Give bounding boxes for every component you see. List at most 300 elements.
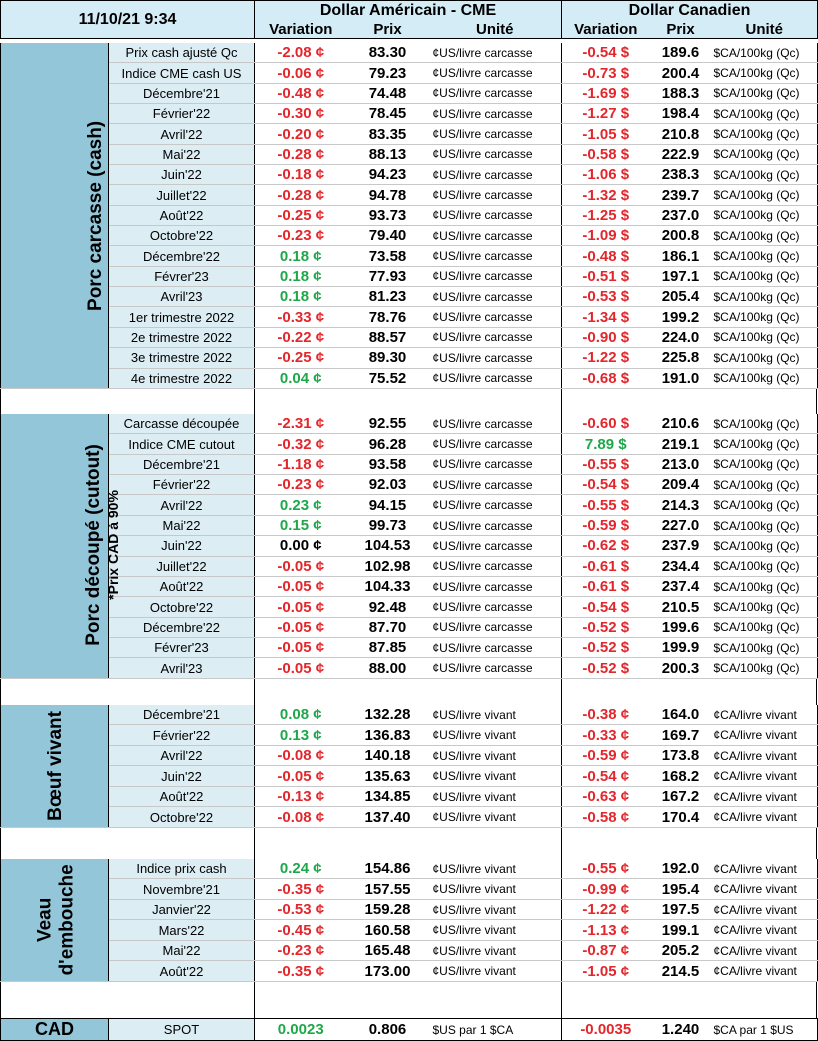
ca-variation: -0.61 $ (562, 576, 650, 596)
table-row (1, 576, 818, 596)
table-row (1, 144, 818, 164)
table-row (1, 266, 818, 286)
ca-unit: $CA/100kg (Qc) (712, 495, 818, 515)
ca-variation: -0.55 ¢ (562, 859, 650, 879)
table-row (1, 786, 818, 806)
ca-variation: -1.05 ¢ (562, 961, 650, 982)
us-price: 87.85 (347, 638, 429, 658)
us-variation: -0.13 ¢ (255, 786, 347, 806)
table-row (1, 940, 818, 960)
ca-unit: $CA/100kg (Qc) (712, 576, 818, 596)
table-row (1, 43, 818, 63)
table-row (1, 124, 818, 144)
us-variation: -0.45 ¢ (255, 920, 347, 940)
us-price: 92.48 (347, 597, 429, 617)
row-label: Mars'22 (109, 920, 255, 940)
ca-variation: -0.90 $ (562, 327, 650, 347)
table-row (1, 658, 818, 678)
section-gap (0, 679, 817, 705)
ca-variation: -0.99 ¢ (562, 879, 650, 899)
table-row (1, 807, 818, 828)
ca-price: 191.0 (650, 368, 712, 389)
section-table (0, 859, 818, 982)
ca-unit: ¢CA/livre vivant (712, 745, 818, 765)
us-unit: ¢US/livre carcasse (429, 205, 562, 225)
us-price: 75.52 (347, 368, 429, 389)
ca-variation: -1.34 $ (562, 307, 650, 327)
us-price: 92.55 (347, 414, 429, 434)
us-dollar-title: Dollar Américain - CME (255, 1, 562, 21)
us-variation: -0.05 ¢ (255, 597, 347, 617)
row-label: Mai'22 (109, 144, 255, 164)
ca-variation: -0.59 ¢ (562, 745, 650, 765)
ca-unit: $CA/100kg (Qc) (712, 638, 818, 658)
cad-ca-price: 1.240 (650, 1019, 712, 1041)
cad-ca-variation: -0.0035 (562, 1019, 650, 1041)
ca-variation: -0.59 $ (562, 515, 650, 535)
table-row (1, 246, 818, 266)
us-variation: 0.08 ¢ (255, 705, 347, 725)
row-label: Indice CME cash US (109, 63, 255, 83)
us-variation: -0.22 ¢ (255, 327, 347, 347)
us-unit: ¢US/livre vivant (429, 725, 562, 745)
ca-variation: -0.55 $ (562, 454, 650, 474)
row-label: 3e trimestre 2022 (109, 348, 255, 368)
ca-price: 173.8 (650, 745, 712, 765)
us-unit: ¢US/livre vivant (429, 766, 562, 786)
row-label: Août'22 (109, 576, 255, 596)
us-unit: ¢US/livre carcasse (429, 124, 562, 144)
us-variation: 0.18 ¢ (255, 266, 347, 286)
ca-price: 186.1 (650, 246, 712, 266)
us-variation: -0.06 ¢ (255, 63, 347, 83)
us-variation: -0.23 ¢ (255, 940, 347, 960)
us-variation: 0.18 ¢ (255, 287, 347, 307)
us-variation: -1.18 ¢ (255, 454, 347, 474)
us-price: 74.48 (347, 83, 429, 103)
ca-price: 210.5 (650, 597, 712, 617)
us-price: 79.23 (347, 63, 429, 83)
us-unit: ¢US/livre vivant (429, 786, 562, 806)
table-row (1, 287, 818, 307)
table-row (1, 859, 818, 879)
ca-price: 213.0 (650, 454, 712, 474)
us-price: 81.23 (347, 287, 429, 307)
us-variation: -0.30 ¢ (255, 104, 347, 124)
us-variation: -2.31 ¢ (255, 414, 347, 434)
ca-unit: ¢CA/livre vivant (712, 786, 818, 806)
table-row (1, 766, 818, 786)
ca-variation: -0.54 $ (562, 43, 650, 63)
us-unit: ¢US/livre carcasse (429, 556, 562, 576)
ca-price: 237.9 (650, 536, 712, 556)
us-unit: ¢US/livre carcasse (429, 368, 562, 389)
ca-price: 209.4 (650, 475, 712, 495)
ca-unit: $CA/100kg (Qc) (712, 104, 818, 124)
table-row (1, 348, 818, 368)
ca-variation: -0.62 $ (562, 536, 650, 556)
us-price: 165.48 (347, 940, 429, 960)
row-label: 1er trimestre 2022 (109, 307, 255, 327)
ca-variation: -0.68 $ (562, 368, 650, 389)
ca-unit: $CA/100kg (Qc) (712, 226, 818, 246)
section-title-text: Bœuf vivant (44, 711, 66, 821)
us-variation: -0.28 ¢ (255, 144, 347, 164)
table-row (1, 104, 818, 124)
us-unit: ¢US/livre carcasse (429, 515, 562, 535)
ca-price: 164.0 (650, 705, 712, 725)
us-price: 87.70 (347, 617, 429, 637)
table-row (1, 899, 818, 919)
datetime: 11/10/21 9:34 (1, 1, 255, 39)
ca-unit: $CA/100kg (Qc) (712, 454, 818, 474)
ca-price: 197.1 (650, 266, 712, 286)
ca-price: 210.6 (650, 414, 712, 434)
us-price: 104.53 (347, 536, 429, 556)
table-row (1, 515, 818, 535)
section-title-text: Porc découpé (cutout) (82, 444, 104, 646)
section-gap (0, 828, 817, 859)
us-variation: -0.05 ¢ (255, 576, 347, 596)
ca-price: 170.4 (650, 807, 712, 828)
ca-unit: ¢CA/livre vivant (712, 705, 818, 725)
us-variation: -0.05 ¢ (255, 658, 347, 678)
section-title-text: Porc carcasse (cash) (85, 120, 107, 311)
table-row (1, 307, 818, 327)
cad-table (0, 1018, 818, 1041)
row-label: Août'22 (109, 961, 255, 982)
ca-variation: -1.22 $ (562, 348, 650, 368)
ca-unit: ¢CA/livre vivant (712, 879, 818, 899)
ca-unit: $CA/100kg (Qc) (712, 475, 818, 495)
us-variation: -0.05 ¢ (255, 638, 347, 658)
us-price: 94.23 (347, 165, 429, 185)
ca-price: 210.8 (650, 124, 712, 144)
us-variation: -0.48 ¢ (255, 83, 347, 103)
ca-variation: -0.53 $ (562, 287, 650, 307)
row-label: Octobre'22 (109, 807, 255, 828)
cad-spot-label: SPOT (109, 1019, 255, 1041)
us-price: 93.58 (347, 454, 429, 474)
row-label: Juillet'22 (109, 185, 255, 205)
us-price: 78.76 (347, 307, 429, 327)
us-unit: ¢US/livre carcasse (429, 104, 562, 124)
us-price: 140.18 (347, 745, 429, 765)
ca-price: 205.4 (650, 287, 712, 307)
us-price: 136.83 (347, 725, 429, 745)
ca-unit: ¢CA/livre vivant (712, 766, 818, 786)
ca-variation: -1.25 $ (562, 205, 650, 225)
ca-variation: 7.89 $ (562, 434, 650, 454)
ca-price: 225.8 (650, 348, 712, 368)
ca-variation: -0.73 $ (562, 63, 650, 83)
table-row (1, 185, 818, 205)
ca-price: 199.1 (650, 920, 712, 940)
row-label: Mai'22 (109, 515, 255, 535)
us-price: 137.40 (347, 807, 429, 828)
section-title (1, 859, 109, 981)
row-label: Carcasse découpée (109, 414, 255, 434)
us-price: 96.28 (347, 434, 429, 454)
ca-unit: $CA/100kg (Qc) (712, 144, 818, 164)
us-unit: ¢US/livre vivant (429, 745, 562, 765)
table-row (1, 327, 818, 347)
us-unit: ¢US/livre carcasse (429, 165, 562, 185)
us-unit: ¢US/livre carcasse (429, 576, 562, 596)
ca-price: 227.0 (650, 515, 712, 535)
ca-unit: $CA/100kg (Qc) (712, 266, 818, 286)
us-unit: ¢US/livre carcasse (429, 246, 562, 266)
gap-divider (561, 982, 562, 1018)
row-label: Novembre'21 (109, 879, 255, 899)
us-variation: -0.23 ¢ (255, 226, 347, 246)
cad-title: CAD (1, 1019, 109, 1041)
ca-unit: $CA/100kg (Qc) (712, 348, 818, 368)
us-price: 88.00 (347, 658, 429, 678)
us-price: 134.85 (347, 786, 429, 806)
row-label: Juin'22 (109, 766, 255, 786)
ca-variation: -0.54 ¢ (562, 766, 650, 786)
us-unit: ¢US/livre vivant (429, 879, 562, 899)
ca-unit: $CA/100kg (Qc) (712, 83, 818, 103)
us-variation: -0.18 ¢ (255, 165, 347, 185)
us-price: 154.86 (347, 859, 429, 879)
us-variation: -0.05 ¢ (255, 617, 347, 637)
table-row (1, 920, 818, 940)
row-label: Indice CME cutout (109, 434, 255, 454)
row-label: Avril'23 (109, 658, 255, 678)
us-unit: ¢US/livre carcasse (429, 434, 562, 454)
us-variation: 0.15 ¢ (255, 515, 347, 535)
ca-unit: $CA/100kg (Qc) (712, 246, 818, 266)
ca-unit: ¢CA/livre vivant (712, 807, 818, 828)
us-unit: ¢US/livre carcasse (429, 185, 562, 205)
row-label: Août'22 (109, 205, 255, 225)
us-price: 94.15 (347, 495, 429, 515)
ca-price: 167.2 (650, 786, 712, 806)
us-price: 102.98 (347, 556, 429, 576)
ca-variation: -1.22 ¢ (562, 899, 650, 919)
ca-variation: -0.51 $ (562, 266, 650, 286)
ca-variation: -1.05 $ (562, 124, 650, 144)
us-unit: ¢US/livre carcasse (429, 348, 562, 368)
gap-divider (561, 828, 562, 859)
ca-unit: ¢CA/livre vivant (712, 940, 818, 960)
us-unit: ¢US/livre carcasse (429, 63, 562, 83)
row-label: Octobre'22 (109, 226, 255, 246)
ca-price: 199.6 (650, 617, 712, 637)
section-title (1, 705, 109, 827)
row-label: Avril'23 (109, 287, 255, 307)
us-price: 173.00 (347, 961, 429, 982)
ca-variation: -1.27 $ (562, 104, 650, 124)
row-label: Juillet'22 (109, 556, 255, 576)
ca-variation: -0.54 $ (562, 475, 650, 495)
row-label: Janvier'22 (109, 899, 255, 919)
ca-variation: -0.61 $ (562, 556, 650, 576)
row-label: Juin'22 (109, 536, 255, 556)
ca-unit: $CA/100kg (Qc) (712, 63, 818, 83)
gap-divider (254, 982, 255, 1018)
table-row (1, 961, 818, 982)
us-variation: 0.04 ¢ (255, 368, 347, 389)
row-label: Décembre'22 (109, 617, 255, 637)
us-price: 79.40 (347, 226, 429, 246)
us-variation-header: Variation (255, 20, 347, 39)
us-variation: -0.25 ¢ (255, 348, 347, 368)
row-label: Juin'22 (109, 165, 255, 185)
us-unit: ¢US/livre carcasse (429, 327, 562, 347)
section-title-text: Veau (34, 897, 56, 943)
ca-variation: -0.63 ¢ (562, 786, 650, 806)
us-price: 89.30 (347, 348, 429, 368)
us-variation: -0.35 ¢ (255, 879, 347, 899)
ca-variation: -0.38 ¢ (562, 705, 650, 725)
section-title (1, 43, 109, 389)
us-unit: ¢US/livre carcasse (429, 287, 562, 307)
row-label: Décembre'21 (109, 83, 255, 103)
ca-variation: -0.58 $ (562, 144, 650, 164)
us-unit: ¢US/livre carcasse (429, 266, 562, 286)
us-price: 92.03 (347, 475, 429, 495)
ca-unit: $CA/100kg (Qc) (712, 185, 818, 205)
ca-variation: -0.58 ¢ (562, 807, 650, 828)
table-row (1, 205, 818, 225)
table-row (1, 879, 818, 899)
row-label: Décembre'21 (109, 705, 255, 725)
section-gap (0, 982, 817, 1018)
row-label: Avril'22 (109, 745, 255, 765)
table-row (1, 495, 818, 515)
us-unit: ¢US/livre vivant (429, 705, 562, 725)
row-label: Août'22 (109, 786, 255, 806)
ca-price: 199.2 (650, 307, 712, 327)
us-price: 77.93 (347, 266, 429, 286)
ca-unit: $CA/100kg (Qc) (712, 556, 818, 576)
ca-price: 200.3 (650, 658, 712, 678)
ca-price: 200.4 (650, 63, 712, 83)
table-row (1, 165, 818, 185)
us-unit: ¢US/livre carcasse (429, 454, 562, 474)
us-variation: -0.28 ¢ (255, 185, 347, 205)
us-price: 78.45 (347, 104, 429, 124)
us-variation: 0.18 ¢ (255, 246, 347, 266)
us-variation: -0.05 ¢ (255, 766, 347, 786)
table-row (1, 63, 818, 83)
table-row (1, 83, 818, 103)
us-unit: ¢US/livre carcasse (429, 495, 562, 515)
row-label: Avril'22 (109, 124, 255, 144)
us-variation: 0.00 ¢ (255, 536, 347, 556)
ca-unit: $CA/100kg (Qc) (712, 515, 818, 535)
row-label: Indice prix cash (109, 859, 255, 879)
us-variation: -0.33 ¢ (255, 307, 347, 327)
cad-us-price: 0.806 (347, 1019, 429, 1041)
row-label: Avril'22 (109, 495, 255, 515)
us-unit: ¢US/livre carcasse (429, 307, 562, 327)
us-unit: ¢US/livre carcasse (429, 144, 562, 164)
ca-variation: -0.33 ¢ (562, 725, 650, 745)
us-variation: -0.53 ¢ (255, 899, 347, 919)
ca-unit: $CA/100kg (Qc) (712, 307, 818, 327)
ca-price: 224.0 (650, 327, 712, 347)
gap-divider (254, 679, 255, 705)
us-variation: -0.05 ¢ (255, 556, 347, 576)
ca-price: 234.4 (650, 556, 712, 576)
ca-unit: $CA/100kg (Qc) (712, 658, 818, 678)
us-price: 135.63 (347, 766, 429, 786)
row-label: Février'22 (109, 725, 255, 745)
gap-divider (254, 389, 255, 414)
ca-price: 199.9 (650, 638, 712, 658)
ca-price: 222.9 (650, 144, 712, 164)
section-gap (0, 389, 817, 414)
us-price: 88.13 (347, 144, 429, 164)
ca-unit: $CA/100kg (Qc) (712, 287, 818, 307)
ca-price: 237.4 (650, 576, 712, 596)
table-row (1, 368, 818, 389)
us-unit: ¢US/livre vivant (429, 899, 562, 919)
row-label: Octobre'22 (109, 597, 255, 617)
us-variation: -0.20 ¢ (255, 124, 347, 144)
ca-price: 214.5 (650, 961, 712, 982)
ca-price: 189.6 (650, 43, 712, 63)
us-variation: -0.23 ¢ (255, 475, 347, 495)
table-row (1, 414, 818, 434)
us-unit: ¢US/livre vivant (429, 920, 562, 940)
table-row (1, 638, 818, 658)
us-variation: -0.32 ¢ (255, 434, 347, 454)
gap-divider (561, 679, 562, 705)
us-unit: ¢US/livre carcasse (429, 638, 562, 658)
us-unit: ¢US/livre vivant (429, 940, 562, 960)
ca-price: 195.4 (650, 879, 712, 899)
us-prix-header: Prix (347, 20, 429, 39)
ca-price: 219.1 (650, 434, 712, 454)
ca-variation: -0.52 $ (562, 638, 650, 658)
ca-price: 197.5 (650, 899, 712, 919)
ca-price: 192.0 (650, 859, 712, 879)
ca-variation: -1.32 $ (562, 185, 650, 205)
table-row (1, 536, 818, 556)
ca-price: 205.2 (650, 940, 712, 960)
cad-us-unit: $US par 1 $CA (429, 1019, 562, 1041)
ca-variation: -0.52 $ (562, 658, 650, 678)
us-price: 160.58 (347, 920, 429, 940)
table-row (1, 434, 818, 454)
row-label: 2e trimestre 2022 (109, 327, 255, 347)
us-variation: -2.08 ¢ (255, 43, 347, 63)
ca-unit: $CA/100kg (Qc) (712, 597, 818, 617)
us-unit: ¢US/livre vivant (429, 807, 562, 828)
ca-variation: -0.52 $ (562, 617, 650, 637)
us-variation: -0.25 ¢ (255, 205, 347, 225)
ca-unit: ¢CA/livre vivant (712, 920, 818, 940)
us-unit: ¢US/livre carcasse (429, 658, 562, 678)
us-unit: ¢US/livre vivant (429, 859, 562, 879)
table-row (1, 454, 818, 474)
us-unit: ¢US/livre carcasse (429, 226, 562, 246)
row-label: Décembre'22 (109, 246, 255, 266)
us-unite-header: Unité (429, 20, 562, 39)
us-unit: ¢US/livre carcasse (429, 475, 562, 495)
row-label: Décembre'21 (109, 454, 255, 474)
ca-variation: -0.55 $ (562, 495, 650, 515)
ca-variation: -1.69 $ (562, 83, 650, 103)
gap-divider (254, 828, 255, 859)
us-variation: -0.08 ¢ (255, 807, 347, 828)
ca-variation: -0.87 ¢ (562, 940, 650, 960)
